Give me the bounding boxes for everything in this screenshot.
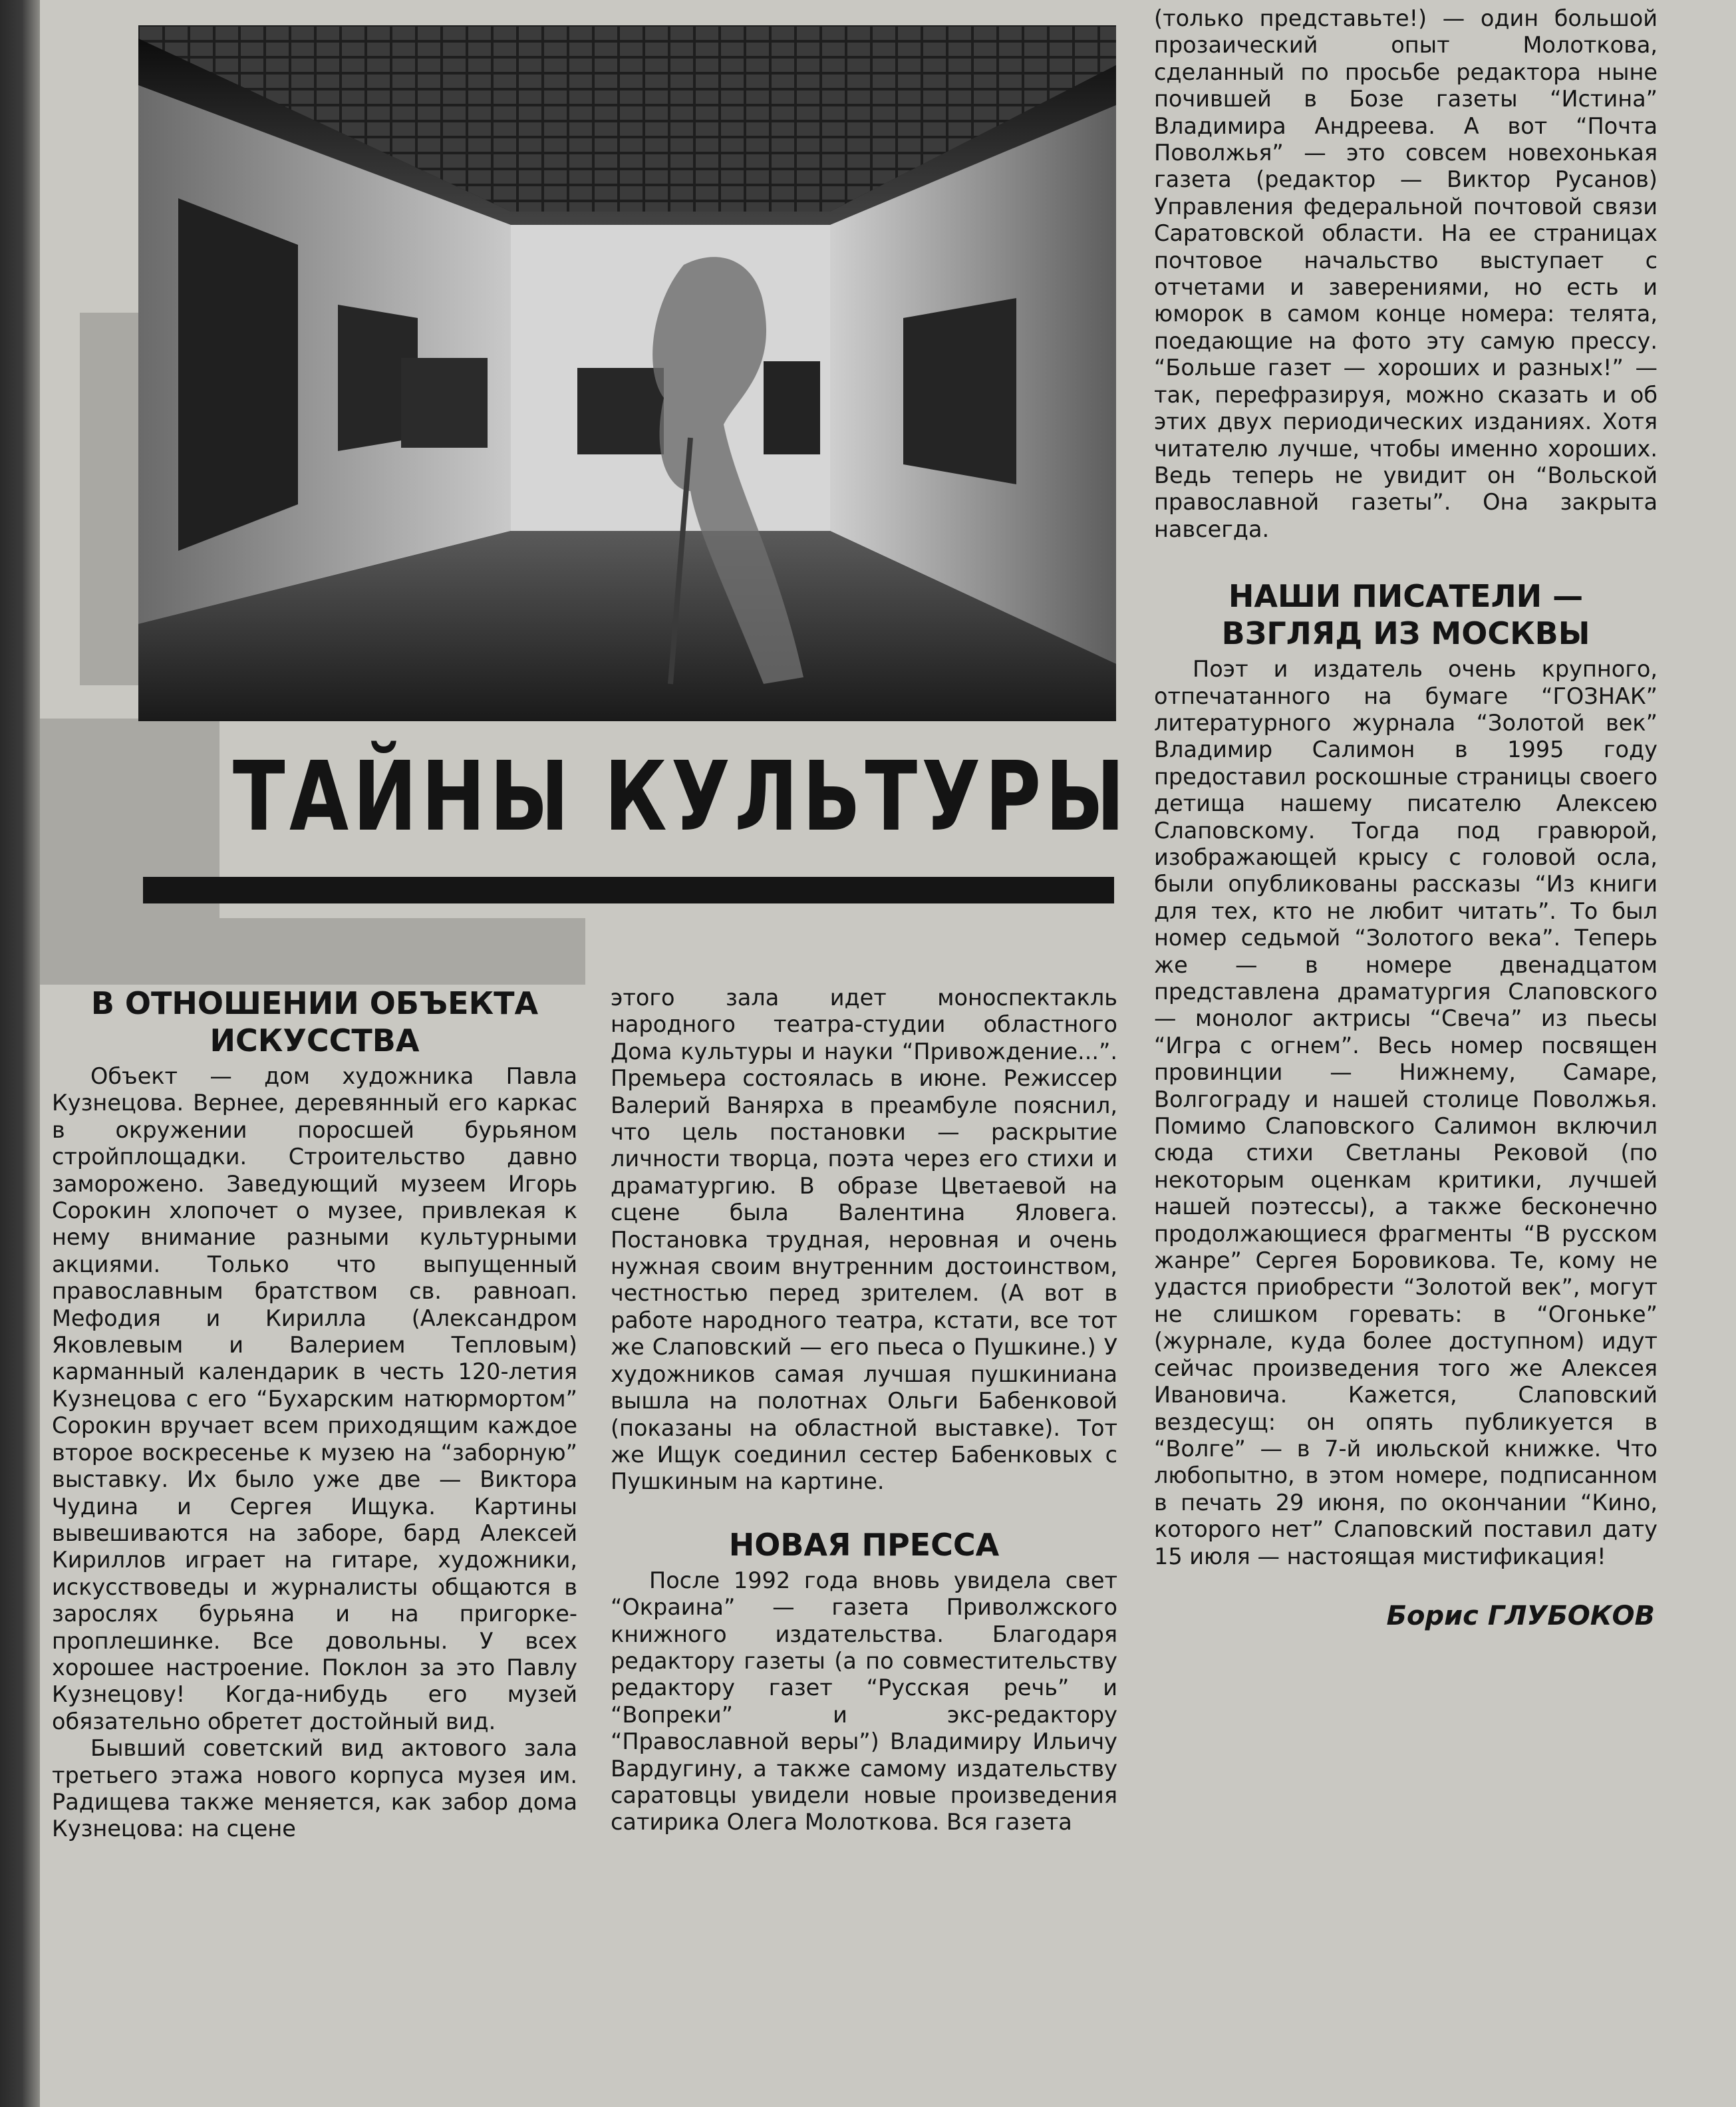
- article-paragraph: Объект — дом художника Павла Кузнецова. Вернее, деревянный его каркас в окружении поросшей бурьяном стройплощадки. Строительство давно заморожено. Заведующий музеем Игорь Сорокин хлопочет о музее, привлекая к нему внимание разными культурными акциями. Только что выпущенный православным братством св. равноап. Мефодия и Кирилла (Александром Яковлевым и Валерием Тепловым) карманный календарик в честь 120-летия Кузнецова с его “Бухарским натюрмортом” Сорокин вручает всем приходящим каждое второе воскресенье к музею на “заборную” выставку. Их было уже две — Виктора Чудина и Сергея Ищука. Картины вывешиваются на заборе, бард Алексей Кириллов играет на гитаре, художники, искусствоведы и журналисты общаются в зарослях бурьяна и на пригорке-проплешинке. Все довольны. У всех хорошее настроение. Поклон за это Павлу Кузнецову! Когда-нибудь его музей обязательно обретет достойный вид.: [52, 1063, 577, 1734]
- article-paragraph: этого зала идет моноспектакль народного театра-студии областного Дома культуры и науки “Привождение...”. Премьера состоялась в июне. Режиссер Валерий Ванярха в преамбуле пояснил, что цель постановки — раскрытие личности творца, поэта через его стихи и драматургию. В образе Цветаевой на сцене была Валентина Яловега. Постановка трудная, неровная и очень нужная своим внутренним достоинством, честностью перед зрителем. (А вот в работе народного театра, кстати, все тот же Слаповский — его пьеса о Пушкине.) У художников самая лучшая пушкиниана вышла на полотнах Ольги Бабенковой (показаны на областной выставке). Тот же Ищук соединил сестер Бабенковых с Пушкиным на картине.: [611, 985, 1117, 1495]
- article-paragraph: После 1992 года вновь увидела свет “Окраина” — газета Приволжского книжного издательства. Благодаря редактору газеты (а по совместительству редактору газет “Русская речь” и “Вопреки” и экс-редактору “Православной веры”) Владимиру Ильичу Вардугину, а также самому издательству саратовцы увидели новые произведения сатирика Олега Молоткова. Вся газета: [611, 1567, 1117, 1836]
- section-heading: В ОТНОШЕНИИ ОБЪЕКТА ИСКУССТВА: [90, 985, 539, 1058]
- article-paragraph: Бывший советский вид актового зала третьего этажа нового корпуса музея им. Радищева также меняется, как забор дома Кузнецова: на сцене: [52, 1735, 577, 1842]
- section-heading: НОВАЯ ПРЕССА: [728, 1526, 1000, 1563]
- gallery-photo: [138, 25, 1116, 721]
- article-column-1: [52, 985, 577, 1843]
- section-heading: НАШИ ПИСАТЕЛИ — ВЗГЛЯД ИЗ МОСКВЫ: [1221, 578, 1590, 652]
- headline-rule: [143, 877, 1114, 903]
- background-grey-block: [80, 313, 146, 685]
- article-paragraph: Поэт и издатель очень крупного, отпечатанного на бумаге “ГОЗНАК” литературного журнала “Золотой век” Владимир Салимон в 1995 году предоставил роскошные страницы своего детища нашему писателю Алексею Слаповскому. Тогда под гравюрой, изображающей крысу с головой осла, были опубликованы рассказы “Из книги для тех, кто не любит читать”. То был номер седьмой “Золотого века”. Теперь же — в номере двенадцатом представлена драматургия Слаповского — монолог актрисы “Свеча” из пьесы “Игра с огнем”. Весь номер посвящен провинции — Нижнему, Самаре, Волгограду и нашей столице Поволжья. Помимо Слаповского Салимон включил сюда стихи Светланы Рековой (по некоторым оценкам критики, лучшей нашей поэтессы), а также бесконечно продолжающиеся фрагменты “В русском жанре” Сергея Боровикова. Те, кому не удастся приобрести “Золотой век”, могут не слишком горевать: в “Огоньке” (журнале, куда более доступном) идут сейчас произведения того же Алексея Ивановича. Кажется, Слаповский вездесущ: он опять публикуется в “Волге” — в 7-й июльской книжке. Что любопытно, в этом номере, подписанном в печать 29 июня, по окончании “Кино, которого нет” Слаповский поставил дату 15 июля — настоящая мистификация!: [1154, 656, 1658, 1569]
- page-edge-shadow: [0, 0, 40, 2107]
- article-paragraph: (только представьте!) — один большой прозаический опыт Молоткова, сделанный по просьбе редактора ныне почившей в Бозе газеты “Истина” Владимира Андреева. А вот “Почта Поволжья” — это совсем новехонькая газета (редактор — Виктор Русанов) Управления федеральной почтовой связи Саратовской области. На ее страницах почтовое начальство выступает с отчетами и заверениями, но есть и юморок в самом конце номера: телята, поедающие на фото эту самую прессу. “Больше газет — хороших и разных!” — так, перефразируя, можно сказать и об этих двух периодических изданиях. Хотя читателю лучше, чтобы именно хороших. Ведь теперь не увидит он “Вольской православной газеты”. Она закрыта навсегда.: [1154, 5, 1658, 542]
- article-column-3: [1154, 5, 1658, 1633]
- article-column-2: [611, 985, 1117, 1836]
- page-headline: ТАЙНЫ КУЛЬТУРЫ: [233, 740, 1129, 852]
- background-grey-block: [40, 918, 585, 985]
- author-signature: Борис ГЛУБОКОВ: [1386, 1600, 1655, 1631]
